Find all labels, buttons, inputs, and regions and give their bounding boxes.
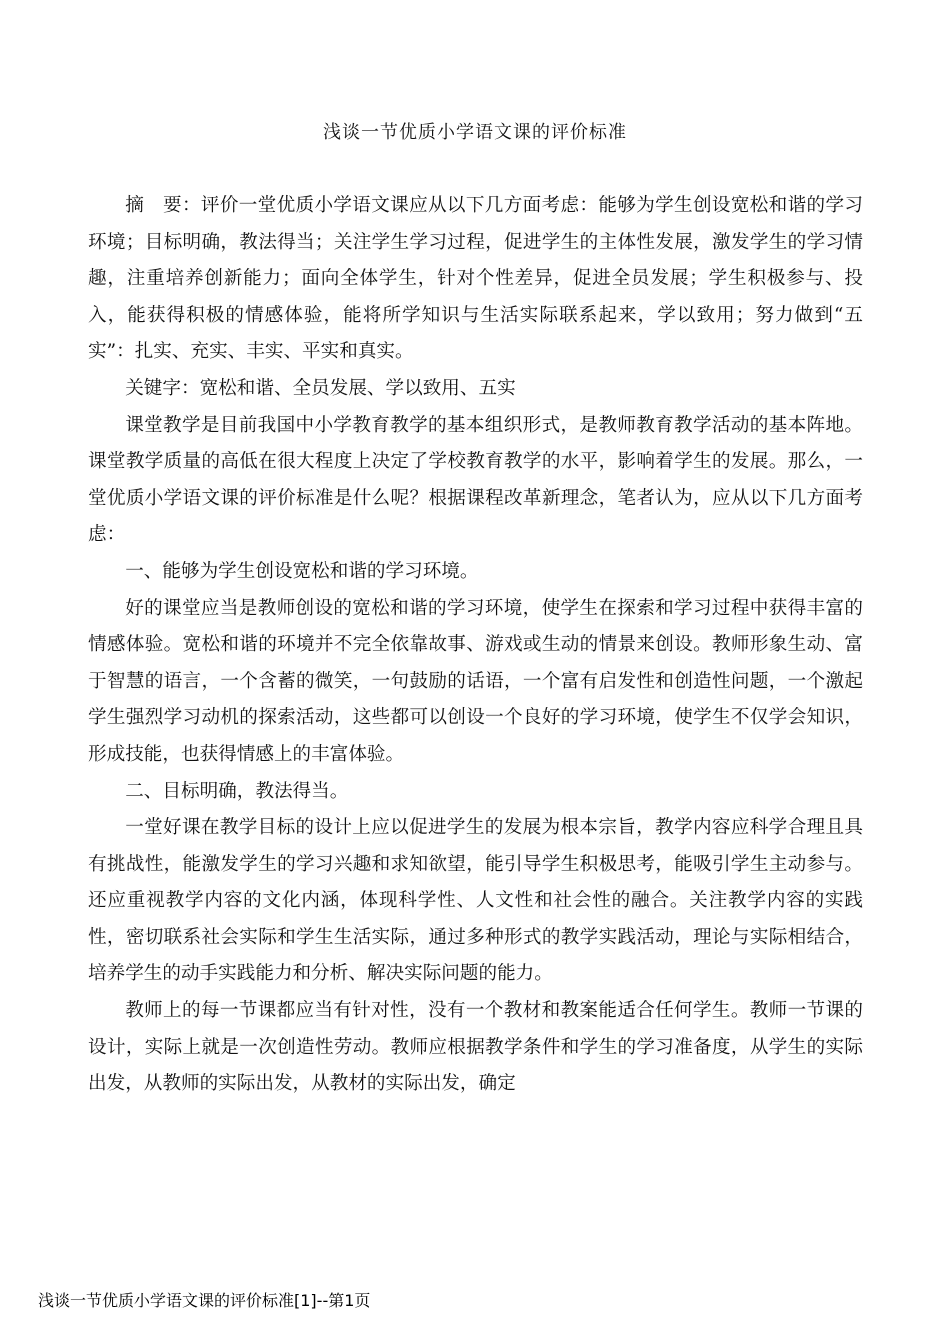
body-paragraph: 好的课堂应当是教师创设的宽松和谐的学习环境，使学生在探索和学习过程中获得丰富的情感体验。宽松和谐的环境并不完全依靠故事、游戏或生动的情景来创设。教师形象生动、富于智慧的语言，一个含蓄的微笑，一句鼓励的话语，一个富有启发性和创造性问题，一个激起学生强烈学习动机的探索活动，这些都可以创设一个良好的学习环境，使学生不仅学会知识，形成技能，也获得情感上的丰富体验。 bbox=[88, 597, 863, 765]
page-footer: 浅谈一节优质小学语文课的评价标准[1]--第1页 bbox=[38, 1291, 371, 1310]
document-title: 浅谈一节优质小学语文课的评价标准 bbox=[323, 122, 627, 143]
abstract-paragraph: 摘 要：评价一堂优质小学语文课应从以下几方面考虑：能够为学生创设宽松和谐的学习环境；目标明确，教法得当；关注学生学习过程，促进学生的主体性发展，激发学生的学习情趣，注重培养创新能力；面向全体学生，针对个性差异，促进全员发展；学生积极参与、投入，能获得积极的情感体验，能将所学知识与生活实际联系起来，学以致用；努力做到“五实”：扎实、充实、丰实、平实和真实。 bbox=[88, 195, 863, 363]
section-heading-2: 二、目标明确，教法得当。 bbox=[125, 780, 349, 802]
body-paragraph: 一堂好课在教学目标的设计上应以促进学生的发展为根本宗旨，教学内容应科学合理且具有挑战性，能激发学生的学习兴趣和求知欲望，能引导学生积极思考，能吸引学生主动参与。还应重视教学内容的文化内涵，体现科学性、人文性和社会性的融合。关注教学内容的实践性，密切联系社会实际和学生生活实际，通过多种形式的教学实践活动，理论与实际相结合，培养学生的动手实践能力和分析、解决实际问题的能力。 bbox=[88, 817, 863, 985]
document-body bbox=[88, 188, 863, 1103]
section-heading-1: 一、能够为学生创设宽松和谐的学习环境。 bbox=[125, 560, 479, 582]
body-paragraph: 教师上的每一节课都应当有针对性，没有一个教材和教案能适合任何学生。教师一节课的设计，实际上就是一次创造性劳动。教师应根据教学条件和学生的学习准备度，从学生的实际出发，从教师的实际出发，从教材的实际出发，确定 bbox=[88, 1000, 863, 1095]
keywords-paragraph: 关键字：宽松和谐、全员发展、学以致用、五实 bbox=[125, 377, 516, 399]
intro-paragraph: 课堂教学是目前我国中小学教育教学的基本组织形式，是教师教育教学活动的基本阵地。课堂教学质量的高低在很大程度上决定了学校教育教学的水平，影响着学生的发展。那么，一堂优质小学语文课的评价标准是什么呢？根据课程改革新理念，笔者认为，应从以下几方面考虑： bbox=[88, 414, 863, 546]
